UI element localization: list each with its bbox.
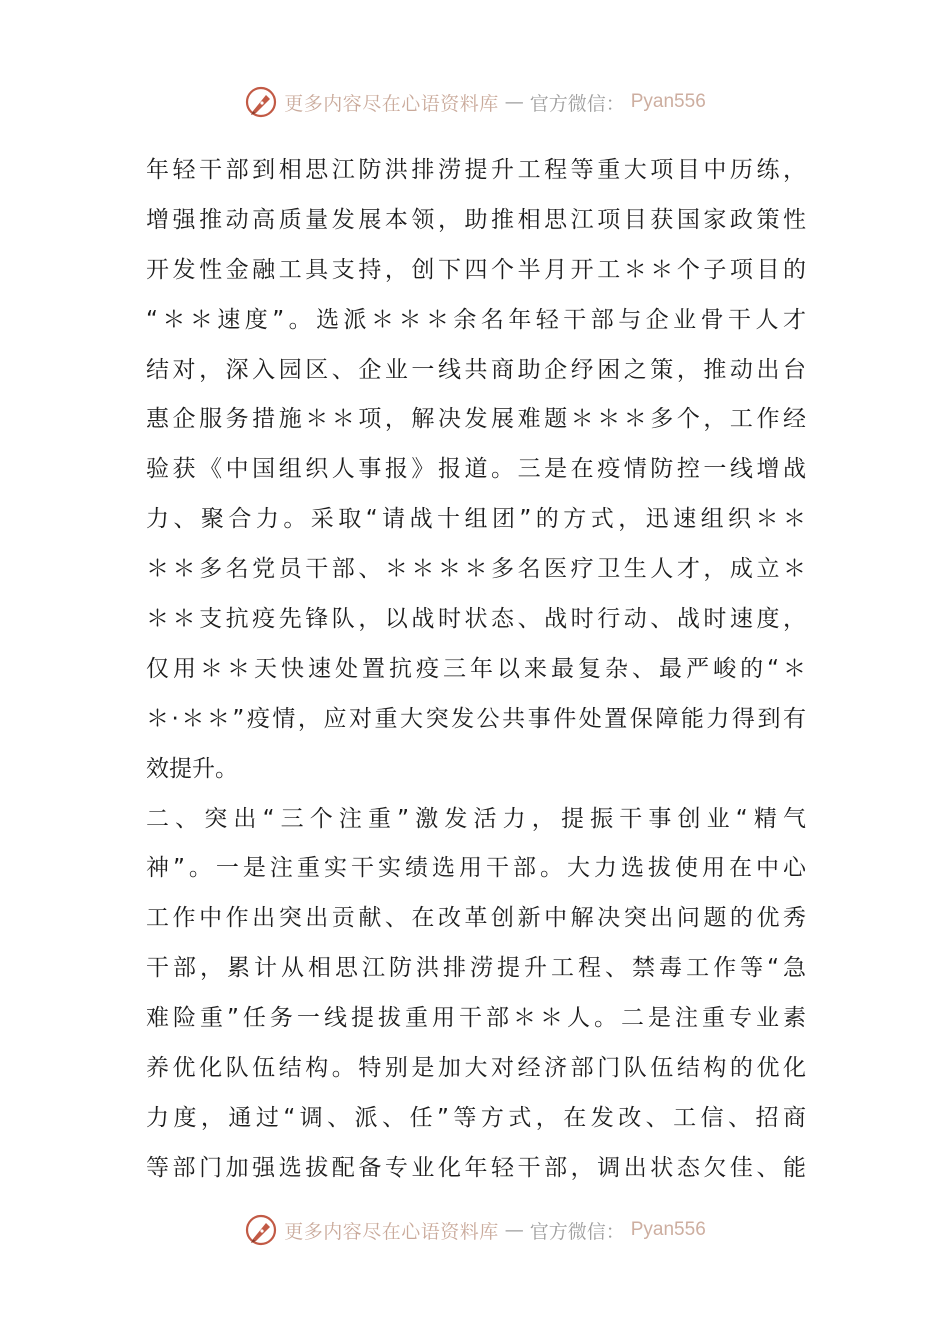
body-line: 年轻干部到相思江防洪排涝提升工程等重大项目中历练，	[146, 157, 806, 183]
body-line: 神”。一是注重实干实绩选用干部。大力选拔使用在中心	[146, 855, 806, 882]
footer-site-name: 更多内容尽在心语资料库	[284, 1220, 499, 1243]
body-line: 二、突出“三个注重”激发活力，提振干事创业“精气	[146, 805, 806, 832]
body-line: 养优化队伍结构。特别是加大对经济部门队伍结构的优化	[146, 1055, 806, 1082]
pen-nib-logo-icon	[244, 1213, 278, 1247]
pen-nib-logo-icon	[244, 85, 278, 119]
body-line: 难险重”任务一线提拔重用干部＊＊人。二是注重专业素	[146, 1005, 806, 1032]
body-line: 验获《中国组织人事报》报道。三是在疫情防控一线增战	[146, 456, 806, 483]
footer-wechat-id: Pyan556	[630, 1219, 706, 1240]
document-body	[146, 146, 806, 1194]
body-line: ＊＊多名党员干部、＊＊＊＊多名医疗卫生人才，成立＊	[146, 556, 806, 583]
header-wechat-id: Pyan556	[630, 91, 706, 112]
body-line: 干部，累计从相思江防洪排涝提升工程、禁毒工作等“急	[146, 955, 806, 982]
body-line: ＊·＊＊”疫情，应对重大突发公共事件处置保障能力得到有	[146, 705, 806, 732]
body-line: 仅用＊＊天快速处置抗疫三年以来最复杂、最严峻的“＊	[146, 655, 806, 682]
body-line: 力度，通过“调、派、任”等方式，在发改、工信、招商	[146, 1104, 806, 1131]
body-line: 结对，深入园区、企业一线共商助企纾困之策，推动出台	[146, 356, 806, 383]
body-line: 等部门加强选拔配备专业化年轻干部，调出状态欠佳、能	[146, 1154, 806, 1181]
body-line: 惠企服务措施＊＊项，解决发展难题＊＊＊多个，工作经	[146, 406, 806, 433]
body-line: ＊＊支抗疫先锋队，以战时状态、战时行动、战时速度，	[146, 606, 806, 633]
header-banner	[0, 82, 950, 122]
body-line: “＊＊速度”。选派＊＊＊余名年轻干部与企业骨干人才	[146, 306, 806, 333]
footer-banner	[0, 1210, 950, 1250]
body-line: 开发性金融工具支持，创下四个半月开工＊＊个子项目的	[146, 256, 806, 283]
body-line: 效提升。	[146, 755, 238, 782]
header-wechat-label: 官方微信：	[529, 92, 625, 115]
body-line: 力、聚合力。采取“请战十组团”的方式，迅速组织＊＊	[146, 506, 806, 533]
footer-dash: —	[504, 1219, 524, 1241]
header-dash: —	[504, 91, 524, 113]
header-site-name: 更多内容尽在心语资料库	[284, 92, 499, 115]
body-line: 增强推动高质量发展本领，助推相思江项目获国家政策性	[146, 206, 806, 233]
body-line: 工作中作出突出贡献、在改革创新中解决突出问题的优秀	[146, 905, 806, 932]
footer-wechat-label: 官方微信：	[529, 1220, 625, 1243]
